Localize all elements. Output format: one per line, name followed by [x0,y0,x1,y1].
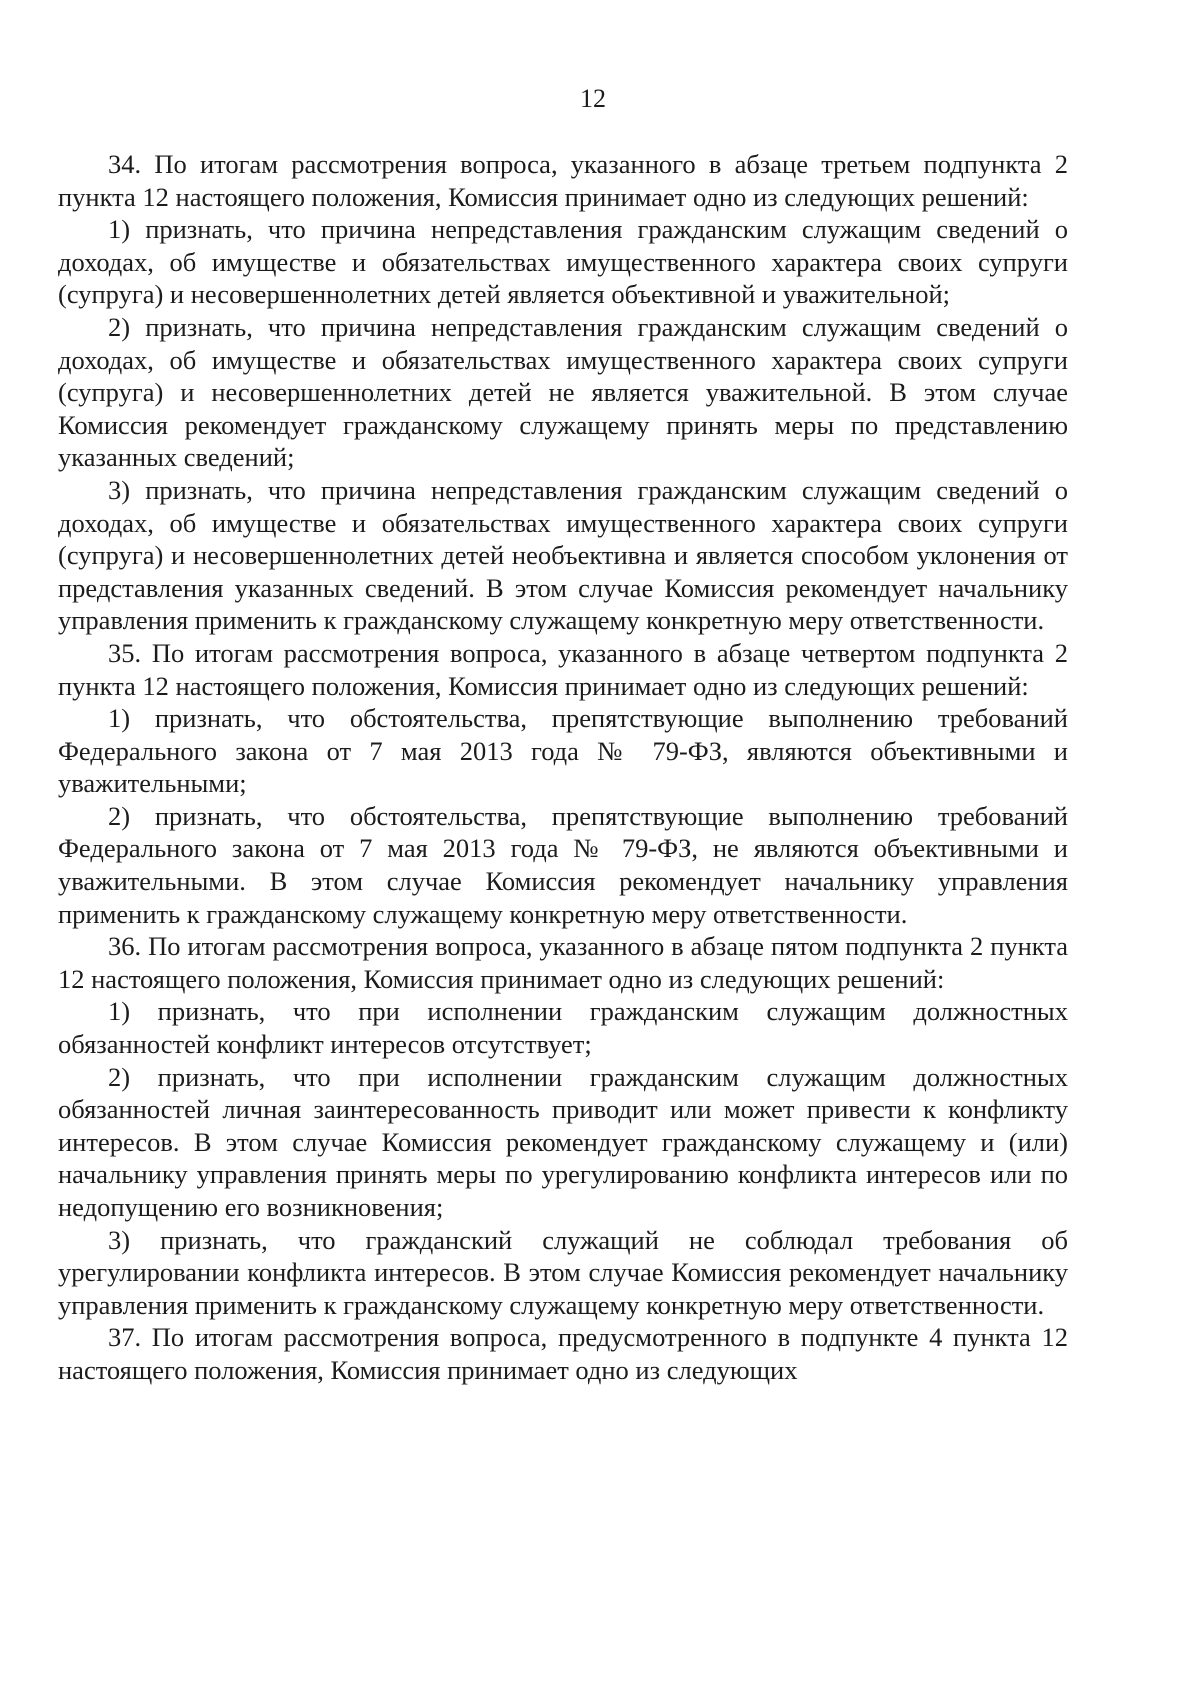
paragraph-35: 35. По итогам рассмотрения вопроса, указанного в абзаце четвертом подпункта 2 пункта 12 настоящего положения, Комиссия принимает одно из следующих решений: [58,637,1068,701]
paragraph-36-item-1: 1) признать, что при исполнении гражданским служащим должностных обязанностей конфликт интересов отсутствует; [58,996,1068,1060]
paragraph-36-item-3: 3) признать, что гражданский служащий не соблюдал требования об урегулировании конфликта интересов. В этом случае Комиссия рекомендует начальнику управления применить к гражданскому служащему конкретную меру ответственности. [58,1224,1068,1320]
document-body [58,148,1068,1387]
paragraph-36-item-2: 2) признать, что при исполнении гражданским служащим должностных обязанностей личная заинтересованность приводит или может привести к конфликту интересов. В этом случае Комиссия рекомендует гражданскому служащему и (или) начальнику управления принять меры по урегулированию конфликта интересов или по недопущению его возникновения; [58,1061,1068,1222]
paragraph-35-item-1: 1) признать, что обстоятельства, препятствующие выполнению требований Федерального закона от 7 мая 2013 года № 79-ФЗ, являются объективными и уважительными; [58,703,1068,799]
paragraph-34-item-2: 2) признать, что причина непредставления гражданским служащим сведений о доходах, об имуществе и обязательствах имущественного характера своих супруги (супруга) и несовершеннолетних детей не является уважительной. В этом случае Комиссия рекомендует гражданскому служащему принять меры по представлению указанных сведений; [58,311,1068,473]
paragraph-35-item-2: 2) признать, что обстоятельства, препятствующие выполнению требований Федерального закона от 7 мая 2013 года № 79-ФЗ, не являются объективными и уважительными. В этом случае Комиссия рекомендует начальнику управления применить к гражданскому служащему конкретную меру ответственности. [58,800,1068,929]
paragraph-37: 37. По итогам рассмотрения вопроса, предусмотренного в подпункте 4 пункта 12 настоящего положения, Комиссия принимает одно из следующих [58,1322,1068,1385]
paragraph-36: 36. По итогам рассмотрения вопроса, указанного в абзаце пятом подпункта 2 пункта 12 настоящего положения, Комиссия принимает одно из следующих решений: [58,931,1068,994]
page-number: 12 [580,84,606,113]
paragraph-34: 34. По итогам рассмотрения вопроса, указанного в абзаце третьем подпункта 2 пункта 12 настоящего положения, Комиссия принимает одно из следующих решений: [58,149,1068,212]
paragraph-34-item-3: 3) признать, что причина непредставления гражданским служащим сведений о доходах, об имуществе и обязательствах имущественного характера своих супруги (супруга) и несовершеннолетних детей необъективна и является способом уклонения от представления указанных сведений. В этом случае Комиссия рекомендует начальнику управления применить к гражданскому служащему конкретную меру ответственности. [58,474,1068,636]
paragraph-34-item-1: 1) признать, что причина непредставления гражданским служащим сведений о доходах, об имуществе и обязательствах имущественного характера своих супруги (супруга) и несовершеннолетних детей является объективной и уважительной; [58,214,1068,310]
